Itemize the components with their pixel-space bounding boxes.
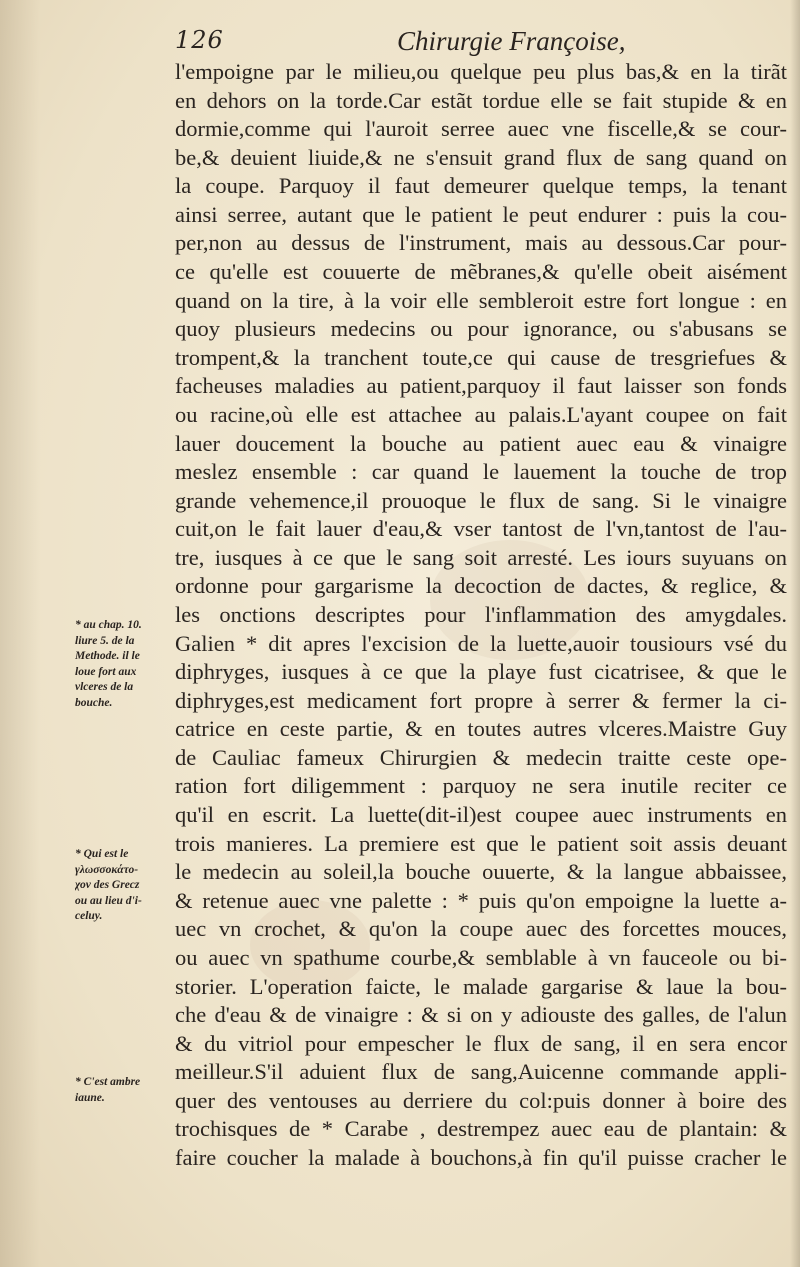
text-line: de Cauliac fameux Chirurgien & medecin traitte ceste ope- bbox=[175, 744, 787, 770]
text-line: trompent,& la tranchent toute,ce qui cause de tresgriefues & bbox=[175, 344, 787, 370]
margin-note-line: loue fort aux bbox=[75, 665, 137, 678]
text-line: qu'il en escrit. La luette(dit-il)est coupee auec instruments en bbox=[175, 802, 787, 828]
text-line: cuit,on le fait lauer d'eau,& vser tantost de l'vn,tantost de l'au- bbox=[175, 516, 787, 542]
margin-note-line: bouche. bbox=[75, 696, 113, 709]
margin-note-line: χον des Grecz bbox=[75, 879, 140, 891]
text-line: ou racine,où elle est attachee au palais.L'ayant coupee on fait bbox=[175, 401, 787, 427]
margin-note-line: * au chap. 10. bbox=[75, 619, 142, 631]
text-line: diphryges,est medicament fort propre à serrer & fermer la ci- bbox=[175, 687, 787, 713]
text-line: lauer doucement la bouche au patient auec eau & vinaigre bbox=[175, 430, 787, 456]
margin-note-line: * Qui est le bbox=[75, 848, 129, 860]
text-line: be,& deuient liuide,& ne s'ensuit grand flux de sang quand on bbox=[175, 144, 787, 170]
margin-note-line: ou au lieu d'i- bbox=[75, 894, 142, 907]
text-line: meilleur.S'il aduient flux de sang,Auicenne commande appli- bbox=[175, 1059, 787, 1085]
text-line: quoy plusieurs medecins ou pour ignorance, ou s'abusans se bbox=[175, 316, 787, 342]
text-line: trois manieres. La premiere est que le patient soit assis deuant bbox=[175, 830, 787, 856]
text-line: facheuses maladies au patient,parquoy il faut laisser son fonds bbox=[175, 373, 787, 399]
text-line: en dehors on la torde.Car estãt tordue elle se fait stupide & en bbox=[175, 87, 787, 113]
text-line: les onctions descriptes pour l'inflammation des amygdales. bbox=[175, 601, 787, 627]
margin-note-line: Methode. il le bbox=[75, 650, 140, 662]
text-line: quand on la tire, à la voir elle sembleroit estre fort longue : en bbox=[175, 287, 787, 313]
margin-note-galien bbox=[75, 618, 175, 711]
margin-note-line: * C'est ambre bbox=[75, 1076, 141, 1088]
text-line: storier. L'operation faicte, le malade gargarise & laue la bou- bbox=[175, 973, 787, 999]
text-line: la coupe. Parquoy il faut demeurer quelque temps, la tenant bbox=[175, 173, 787, 199]
margin-note-line: iaune. bbox=[75, 1091, 105, 1104]
text-line: che d'eau & de vinaigre : & si on y adiouste des galles, de l'alun bbox=[175, 1002, 787, 1028]
text-line: ration fort diligemment : parquoy ne sera inutile reciter ce bbox=[175, 773, 787, 799]
text-line: diphryges, iusques à ce que la playe fust cicatrisee, & que le bbox=[175, 659, 787, 685]
text-line: uec vn crochet, & qu'on la coupe auec des forcettes mouces, bbox=[175, 916, 787, 942]
text-line: trochisques de * Carabe , destrempez auec eau de plantain: & bbox=[175, 1116, 787, 1142]
page-number: 126 bbox=[175, 26, 224, 54]
text-line: l'empoigne par le milieu,ou quelque peu plus bas,& en la tirãt bbox=[175, 59, 787, 84]
margin-note-line: celuy. bbox=[75, 910, 103, 922]
text-line: ce qu'elle est couuerte de mẽbranes,& qu'elle obeit aisément bbox=[175, 259, 787, 285]
margin-note-line: vlceres de la bbox=[75, 681, 134, 693]
margin-note-line: liure 5. de la bbox=[75, 634, 135, 647]
text-line: & du vitriol pour empescher le flux de sang, il en sera encor bbox=[175, 1030, 787, 1056]
page-header bbox=[175, 26, 787, 62]
body-text bbox=[175, 58, 787, 1173]
text-line: catrice en ceste partie, & en toutes autres vlceres.Maistre Guy bbox=[175, 716, 787, 742]
page-edge-shadow bbox=[790, 0, 800, 1267]
text-line: per,non au dessus de l'instrument, mais au dessous.Car pour- bbox=[175, 230, 787, 256]
text-line: tre, iusques à ce que le sang soit arresté. Les iours suyuans on bbox=[175, 544, 787, 570]
text-line: ainsi serree, autant que le patient le peut endurer : puis la cou- bbox=[175, 201, 787, 227]
text-line: & retenue auec vne palette : * puis qu'on empoigne la luette a- bbox=[175, 887, 787, 913]
text-line: Galien * dit apres l'excision de la luette,auoir tousiours vsé du bbox=[175, 630, 787, 656]
text-line: quer des ventouses au derriere du col:puis donner à boire des bbox=[175, 1087, 787, 1113]
margin-note-glossocatochon bbox=[75, 847, 175, 925]
text-line: ou auec vn spathume courbe,& semblable à vn fauceole ou bi- bbox=[175, 944, 787, 970]
text-line: ordonne pour gargarisme la decoction de dactes, & reglice, & bbox=[175, 573, 787, 599]
text-line: grande vehemence,il prouoque le flux de sang. Si le vinaigre bbox=[175, 487, 787, 513]
margin-note-carabe bbox=[75, 1075, 175, 1106]
text-line: le medecin au soleil,la bouche ouuerte, & la langue abbaissee, bbox=[175, 859, 787, 885]
running-head: Chirurgie Françoise, bbox=[397, 26, 626, 56]
text-line: meslez ensemble : car quand le lauement la touche de trop bbox=[175, 459, 787, 485]
text-line: faire coucher la malade à bouchons,à fin qu'il puisse cracher le bbox=[175, 1144, 787, 1170]
margin-note-line: γλωσσοκάτο- bbox=[75, 863, 139, 876]
spine-shadow bbox=[0, 0, 40, 1267]
text-line: dormie,comme qui l'auroit serree auec vne fiscelle,& se cour- bbox=[175, 116, 787, 142]
